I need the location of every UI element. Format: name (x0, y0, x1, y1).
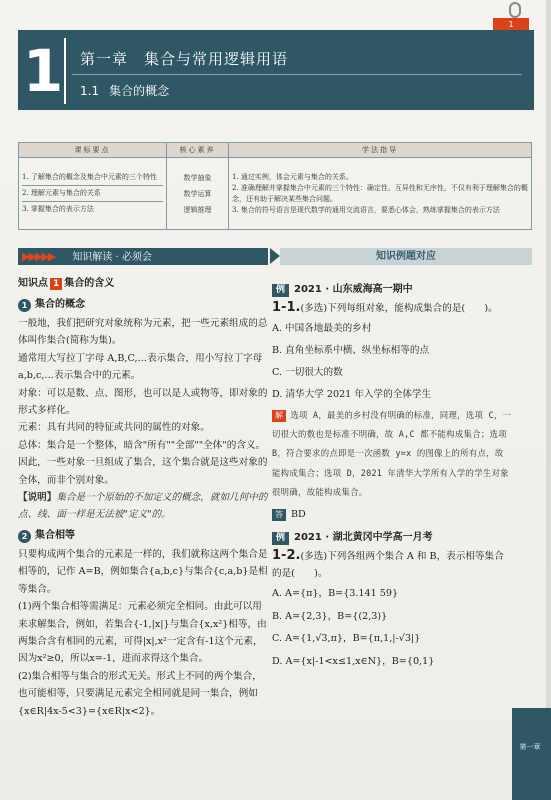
solution (272, 406, 512, 503)
question-number: 1-1. (272, 300, 301, 315)
kp-number: 1 (50, 278, 62, 290)
literacy-item: 逻辑推理 (183, 205, 212, 214)
paragraph: 对象：可以是数、点、图形，也可以是人或物等，即对象的形式多样化。 (18, 387, 268, 417)
objectives-header-guidance: 学法指导 (229, 143, 532, 158)
strip-right-label: 知识例题对应 (280, 248, 532, 265)
circle-number-icon: 1 (18, 299, 31, 312)
paragraph: 只要构成两个集合的元素是一样的，我们就称这两个集合是相等的，记作 A=B，例如集合{a,b,c}与集合{c,a,b}是相等集合。 (18, 548, 268, 595)
paragraph: 元素：具有共同的特征或共同的属性的对象。 (18, 422, 210, 434)
answer (272, 505, 512, 525)
page-bookmark: 1 (493, 18, 529, 32)
strip-left-label: 知识解读 · 必须会 (72, 252, 152, 263)
answer-badge: 答 (272, 509, 286, 521)
objectives-header-points: 课标要点 (19, 143, 167, 158)
examples-column (272, 281, 512, 674)
option: C. A={1,√3,π}，B={π,1,|-√3|} (272, 633, 421, 645)
guidance-item: 2. 准确理解并掌握集合中元素的三个特性：确定性、互异性和无序性，不仅有利于理解集合的概念，还有助于解决某些集合问题。 (232, 183, 528, 203)
chapter-number: 1 (22, 38, 66, 104)
paperclip-icon (509, 2, 521, 18)
literacy-item: 数学运算 (183, 189, 212, 198)
option: B. 直角坐标系中横、纵坐标相等的点 (272, 344, 430, 356)
note-paragraph (18, 489, 270, 524)
question-text: (多选)下列每组对象，能构成集合的是( )。 (300, 303, 498, 314)
section-title (80, 82, 169, 99)
question (272, 547, 512, 583)
objective-point: 3. 掌握集合的表示方法 (22, 201, 163, 215)
kp-prefix: 知识点 (18, 278, 48, 289)
page-edge (546, 0, 551, 800)
question-text: (多选)下列各组两个集合 A 和 B，表示相等集合的是( )。 (272, 550, 504, 580)
objectives-header-literacy: 核心素养 (167, 143, 229, 158)
option: D. A={x|-1<x≤1,x∈N}，B={0,1} (272, 656, 435, 668)
knowledge-column (18, 275, 270, 720)
paragraph: (1)两个集合相等需满足：元素必须完全相同。由此可以用来求解集合，例如，若集合{-1,|x|}与集合{x,x²}相等，由两集合含有相同的元素，可得|x|,x²一定含有-1这个元素，因为x²≥0，所以x=-1，进而求得这个集合。 (18, 601, 267, 665)
paragraph: 总体：集合是一个整体，暗含"所有""全部""全体"的含义。因此，一些对象一旦组成了集合，这个集合就是这些对象的全体，而非个别对象。 (18, 439, 268, 486)
solution-badge: 解 (272, 410, 286, 422)
objectives-literacy-cell (167, 158, 229, 230)
option: D. 清华大学 2021 年入学的全体学生 (272, 388, 432, 400)
section-number: 1.1 (80, 84, 100, 98)
answer-text: BD (291, 508, 306, 520)
knowledge-point-heading (18, 275, 270, 293)
kp-title: 集合的含义 (64, 278, 115, 289)
note-label: 【说明】 (18, 492, 57, 504)
paragraph: 通常用大写拉丁字母 A,B,C,…表示集合，用小写拉丁字母 a,b,c,…表示集合中的元素。 (18, 352, 263, 382)
question (272, 299, 512, 318)
objective-point: 1. 了解集合的概念及集合中元素的三个特性 (22, 173, 157, 181)
note-text: 集合是一个原始的不加定义的概念，就如几何中的点、线、面一样是无法被"定义"的。 (18, 492, 268, 521)
example-source: 2021 · 山东威海高一期中 (294, 284, 413, 295)
arrows-icon: ▶▶▶▶▶ (22, 250, 55, 263)
section-strip (18, 248, 532, 265)
subheading-equality (18, 526, 270, 546)
paragraph: (2)集合相等与集合的形式无关。形式上不同的两个集合，也可能相等，只要满足元素完全相同就是同一集合，例如{x∈R|4x-5<3}={x∈R|x<2}。 (18, 670, 262, 717)
paragraph: 一般地，我们把研究对象统称为元素，把一些元素组成的总体叫作集合(简称为集)。 (18, 318, 268, 347)
literacy-item: 数学抽象 (183, 173, 212, 182)
chapter-edge-label: 第一章 (519, 743, 541, 751)
subheading-text: 集合相等 (35, 529, 75, 541)
example-badge: 例 (272, 284, 289, 297)
objectives-points-cell (19, 158, 167, 230)
banner-divider (72, 74, 522, 75)
example-heading (272, 281, 512, 299)
subheading-text: 集合的概念 (35, 299, 85, 310)
solution-text: 选项 A，最美的乡村没有明确的标准，同理，选项 C，一切很大的数也是标准不明确，故 A,C 都不能构成集合；选项 B，符合要求的点即是一次函数 y=x 的图像上的所有点，故能构成集合；选项 D，2021 年清华大学所有入学的学生对象很明确，故能构成集合。 (272, 409, 512, 498)
chapter-title: 第一章 集合与常用逻辑用语 (80, 50, 289, 68)
example-source: 2021 · 湖北黄冈中学高一月考 (294, 531, 433, 543)
objectives-guidance-cell (229, 158, 532, 230)
guidance-item: 3. 集合的符号语言是现代数学的通用交流语言，要悉心体会，熟练掌握集合的表示方法 (232, 205, 500, 214)
subheading-concept (18, 295, 270, 315)
option: C. 一切很大的数 (272, 366, 343, 378)
question-number: 1-2. (272, 547, 301, 563)
chapter-edge-tab (512, 708, 551, 800)
example-heading (272, 529, 512, 547)
option: B. A={2,3}，B={(2,3)} (272, 610, 388, 622)
guidance-item: 1. 通过实例，体会元素与集合的关系。 (232, 172, 353, 181)
objective-point: 2. 理解元素与集合的关系 (22, 185, 163, 199)
circle-number-icon: 2 (18, 530, 31, 543)
option: A. A={π}，B={3.141 59} (272, 587, 399, 599)
example-badge: 例 (272, 532, 289, 545)
objectives-table (18, 142, 532, 230)
strip-left (18, 248, 268, 265)
option: A. 中国各地最美的乡村 (272, 322, 372, 334)
section-name: 集合的概念 (109, 84, 170, 98)
